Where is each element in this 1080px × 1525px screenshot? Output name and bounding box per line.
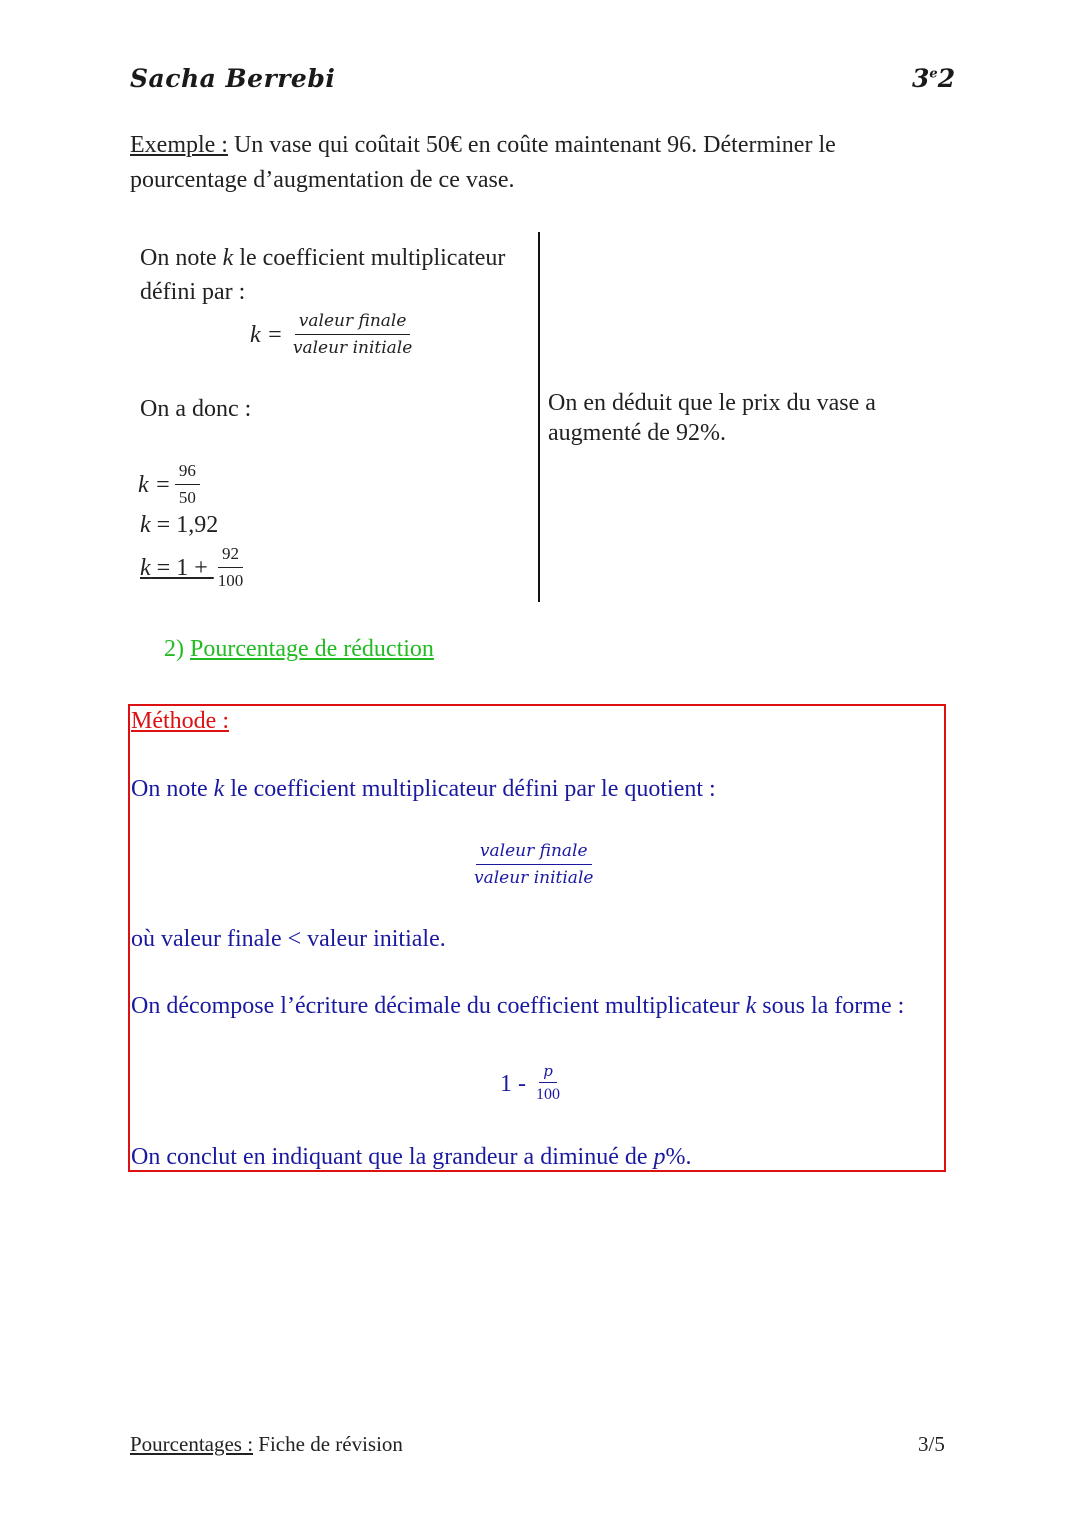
donc-text: On a donc : (140, 396, 252, 422)
method-label-text: Méthode : (131, 708, 229, 734)
calc-step-1 (138, 460, 200, 509)
calc3-rest: = 1 + (150, 554, 214, 581)
method-quotient (470, 840, 597, 889)
method-line1-k: k (213, 776, 225, 802)
class-sup: e (929, 66, 938, 82)
calc3-numerator: 92 (218, 543, 243, 568)
k-definition-formula (250, 310, 416, 359)
author-name: Sacha Berrebi (130, 64, 336, 93)
method-line1 (131, 773, 716, 805)
formula-numerator: valeur finale (295, 310, 411, 335)
left-line2: défini par : (140, 279, 246, 305)
method-line4-a: On conclut en indiquant que la grandeur a diminué de (131, 1144, 654, 1170)
calc3-lhs (140, 551, 214, 585)
example-text: Un vase qui coûtait 50€ en coûte maintenant 96. Déterminer le pourcentage d’augmentation de ce vase. (130, 132, 836, 193)
class-num: 2 (937, 64, 956, 93)
method-form-denominator: 100 (536, 1086, 560, 1103)
section-number: 2) (164, 636, 184, 662)
method-form-lead: 1 - (500, 1070, 532, 1097)
left-line1-b: le coefficient multiplicateur (233, 245, 506, 271)
method-label (131, 705, 229, 737)
class-main: 3 (912, 64, 930, 93)
method-form-numerator: p (539, 1062, 557, 1083)
column-divider (538, 232, 540, 602)
left-line1-k: k (222, 245, 234, 271)
method-line1-a: On note (131, 776, 214, 802)
method-form-fraction (532, 1062, 564, 1105)
calc-step-3 (140, 543, 247, 592)
page-number: 3/5 (918, 1432, 945, 1456)
footer-title (130, 1432, 403, 1457)
calc1-k: k = (138, 471, 171, 498)
section-heading (164, 636, 434, 663)
method-fraction (470, 840, 597, 889)
example-label: Exemple : (130, 132, 228, 158)
calc1-numerator: 96 (175, 460, 200, 485)
calc2-rest: = 1,92 (150, 512, 219, 538)
method-line3-a: On décompose l’écriture décimale du coefficient multiplicateur (131, 993, 746, 1019)
example-statement (130, 128, 930, 198)
footer-title-main: Pourcentages : (130, 1432, 254, 1456)
calc-step-2 (140, 508, 218, 542)
method-line4 (131, 1141, 692, 1173)
conclusion-text: On en déduit que le prix du vase a augmenté de 92%. (548, 390, 876, 446)
formula-k: k = (250, 321, 283, 348)
formula-fraction (289, 310, 416, 359)
formula-denominator: valeur initiale (292, 338, 413, 358)
method-frac-numerator: valeur finale (476, 840, 592, 865)
method-line4-p: p (653, 1144, 666, 1170)
method-line2: où valeur finale < valeur initiale. (131, 926, 446, 952)
section-title: Pourcentage de réduction (190, 636, 434, 662)
method-line3-b: sous la forme : (756, 993, 905, 1019)
calc3-k: k (140, 554, 151, 581)
class-label (912, 64, 955, 93)
calc3-fraction (214, 543, 248, 592)
method-frac-denominator: valeur initiale (474, 868, 594, 888)
method-line4-b: %. (665, 1144, 692, 1170)
calc1-fraction (175, 460, 200, 509)
left-line1 (140, 241, 505, 275)
calc2-k: k (140, 512, 151, 538)
method-line3-k: k (745, 993, 757, 1019)
method-form (500, 1062, 564, 1105)
calc3-denominator: 100 (217, 571, 244, 590)
footer-subtitle: Fiche de révision (253, 1432, 403, 1456)
method-line1-b: le coefficient multiplicateur défini par le quotient : (224, 776, 716, 802)
left-line1-a: On note (140, 245, 223, 271)
calc1-denominator: 50 (178, 488, 196, 507)
method-line3 (131, 990, 904, 1022)
